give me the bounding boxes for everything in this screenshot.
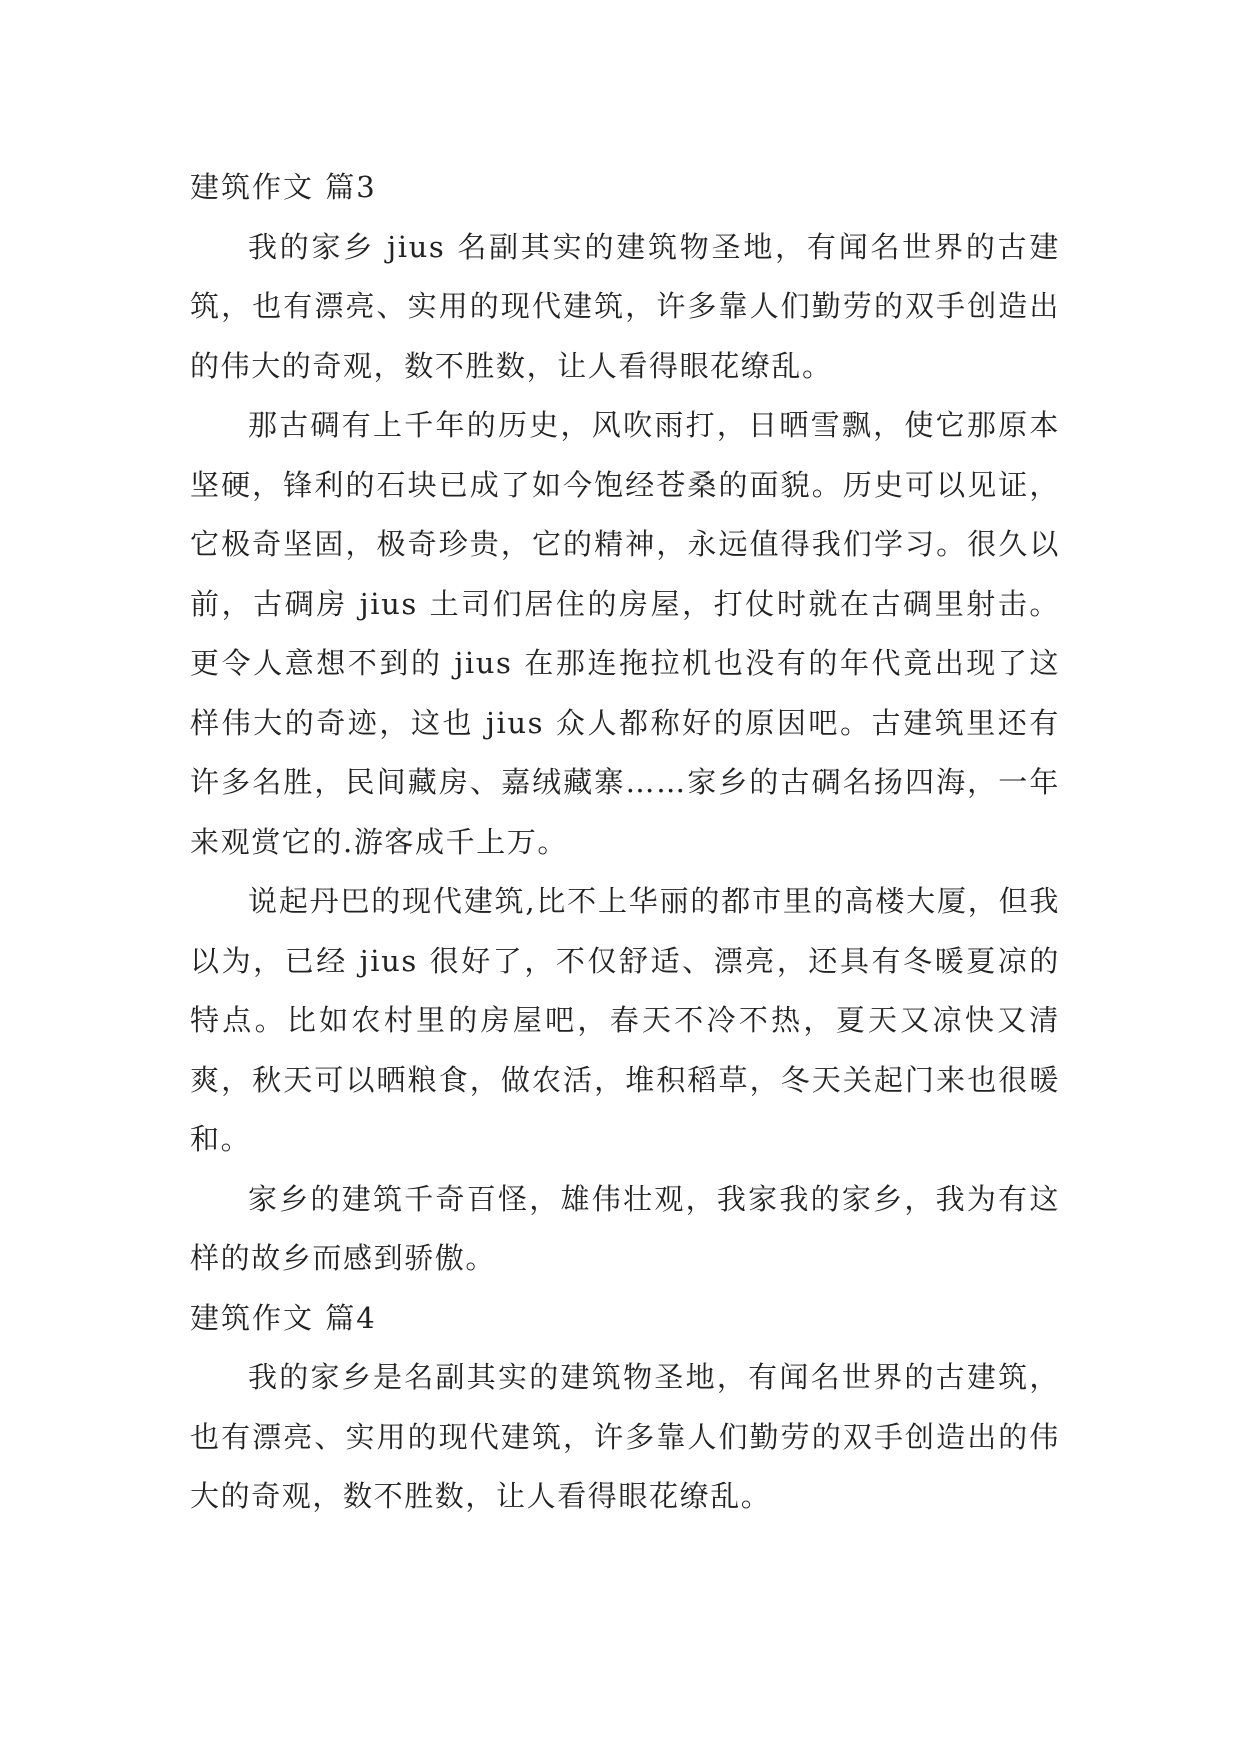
paragraph: 说起丹巴的现代建筑,比不上华丽的都市里的高楼大厦，但我以为，已经 jius 很好了，不仅舒适、漂亮，还具有冬暖夏凉的特点。比如农村里的房屋吧，春天不冷不热，夏天又凉快又清爽，秋天可以晒粮食，做农活，堆积稻草，冬天关起门来也很暖和。 [190, 884, 1060, 1156]
section-heading-3: 建筑作文 篇3 [190, 170, 377, 204]
paragraph: 我的家乡 jius 名副其实的建筑物圣地，有闻名世界的古建筑，也有漂亮、实用的现代建筑，许多靠人们勤劳的双手创造出的伟大的奇观，数不胜数，让人看得眼花缭乱。 [190, 229, 1060, 383]
document-body [190, 158, 1060, 1527]
paragraph: 家乡的建筑千奇百怪，雄伟壮观，我家我的家乡，我为有这样的故乡而感到骄傲。 [190, 1181, 1060, 1275]
paragraph: 我的家乡是名副其实的建筑物圣地，有闻名世界的古建筑，也有漂亮、实用的现代建筑，许多靠人们勤劳的双手创造出的伟大的奇观，数不胜数，让人看得眼花缭乱。 [190, 1360, 1060, 1513]
section-heading-4: 建筑作文 篇4 [190, 1300, 377, 1335]
paragraph: 那古碉有上千年的历史，风吹雨打，日晒雪飘，使它那原本坚硬，锋利的石块已成了如今饱经苍桑的面貌。历史可以见证，它极奇坚固，极奇珍贵，它的精神，永远值得我们学习。很久以前，古碉房 jius 土司们居住的房屋，打仗时就在古碉里射击。更令人意想不到的 jius 在那连拖拉机也没有的年代竟出现了这样伟大的奇迹，这也 jius 众人都称好的原因吧。古建筑里还有许多名胜，民间藏房、嘉绒藏寨……家乡的古碉名扬四海，一年来观赏它的.游客成千上万。 [190, 408, 1060, 859]
